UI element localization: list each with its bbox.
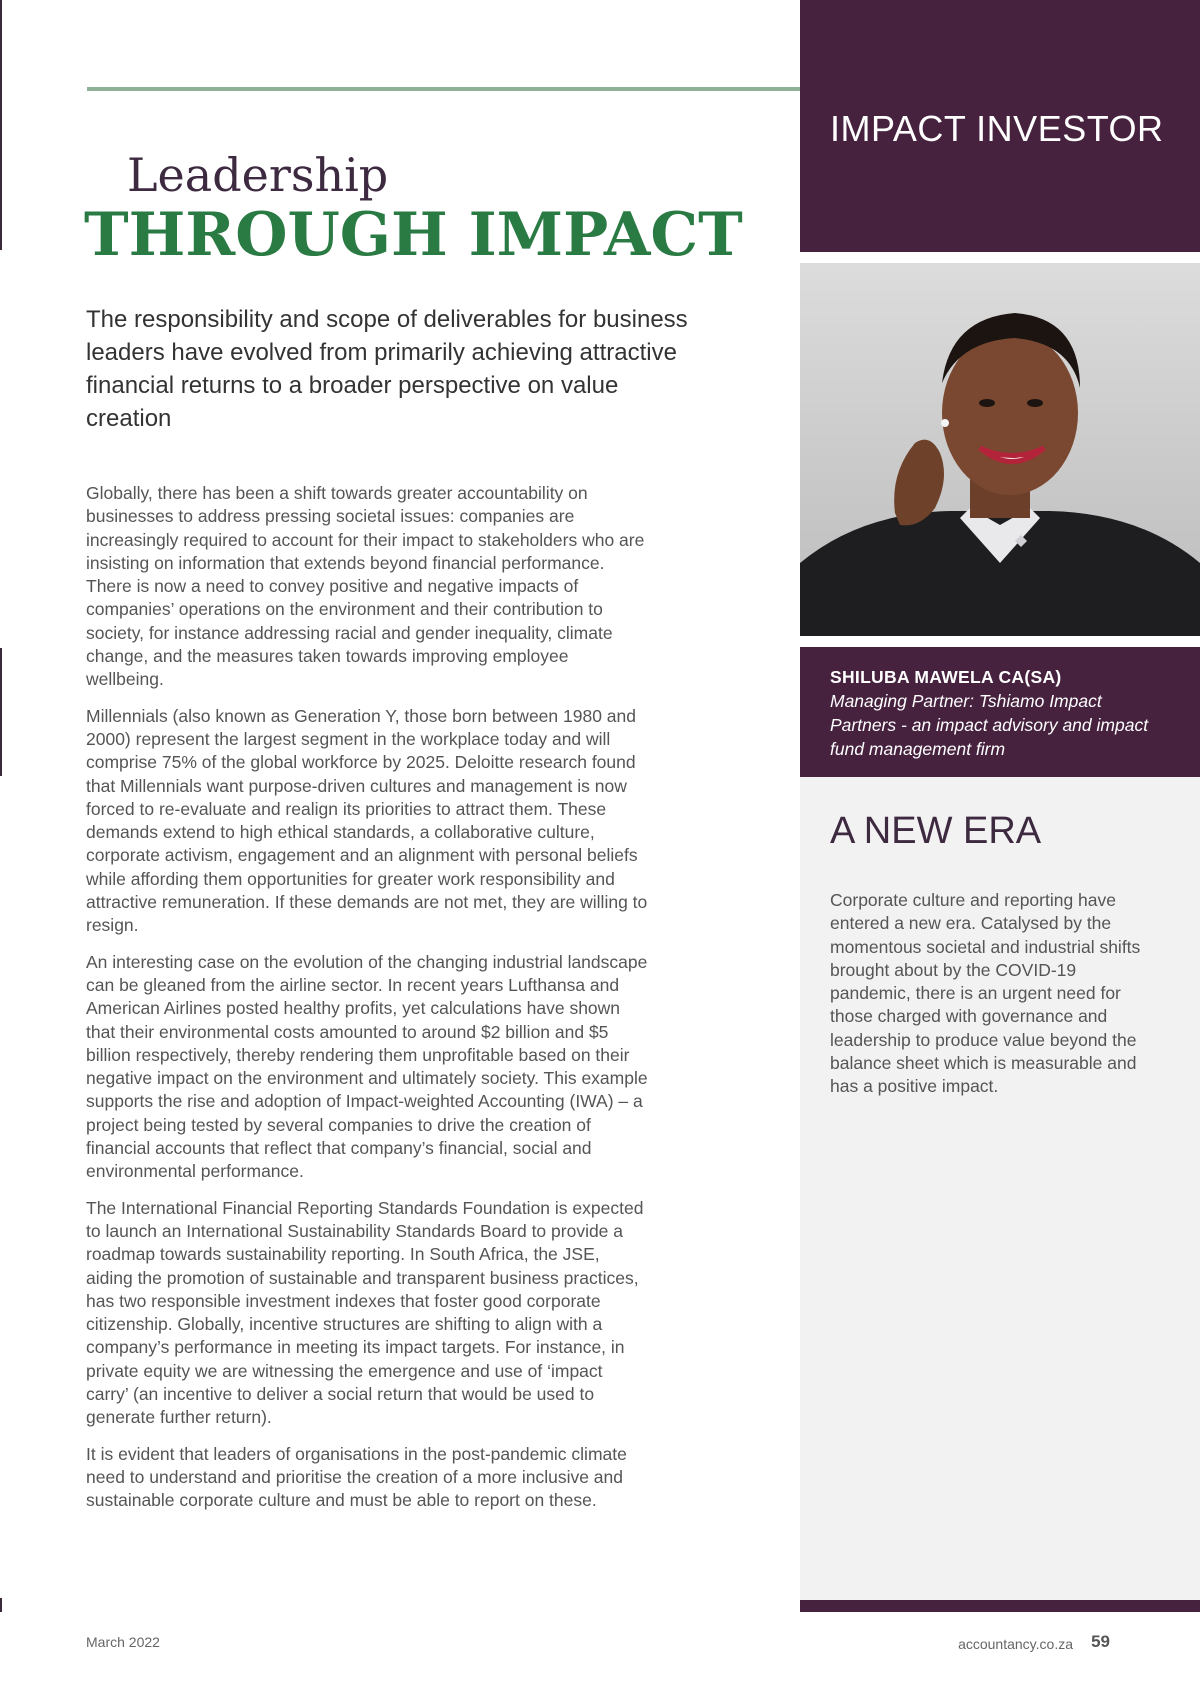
page-number: 59 <box>1091 1632 1110 1651</box>
body-paragraph: The International Financial Reporting Standards Foundation is expected to launch an International Sustainability Standards Board to provide a roadmap towards sustainability reporting. In South Africa, the JSE, aiding the promotion of sustainable and transparent business practices, has two responsible investment indexes that foster good corporate citizenship. Globally, incentive structures are shifting to align with a company’s performance in meeting its impact targets. For instance, in private equity we are witnessing the emergence and use of ‘impact carry’ (an incentive to deliver a social return that would be used to generate further return). <box>86 1197 644 1428</box>
page-edge-mark <box>0 648 2 776</box>
sidebar-panel <box>800 777 1200 1600</box>
body-paragraph: An interesting case on the evolution of the changing industrial landscape can be gleaned from the airline sector. In recent years Lufthansa and American Airlines posted healthy profits, yet calculations have shown that their environmental costs amounted to around $2 billion and $5 billion respectively, thereby rendering them unprofitable based on their negative impact on the environment and ultimately society. This example supports the rise and adoption of Impact-weighted Accounting (IWA) – a project being tested by several companies to drive the creation of financial accounts that reflect that company’s financial, social and environmental performance. <box>86 951 648 1182</box>
section-title: IMPACT INVESTOR <box>830 108 1164 149</box>
sidebar <box>800 0 1200 1696</box>
article-body <box>86 482 648 1525</box>
author-portrait-illustration <box>800 263 1200 636</box>
page-edge-mark <box>0 1598 2 1612</box>
body-paragraph: It is evident that leaders of organisations in the post-pandemic climate need to understand and prioritise the creation of a more inclusive and sustainable corporate culture and must be able to report on these. <box>86 1443 627 1511</box>
body-paragraph: Globally, there has been a shift towards greater accountability on businesses to address pressing societal issues: companies are increasingly required to account for their impact to stakeholders who are insisting on information that extends beyond financial performance. There is now a need to convey positive and negative impacts of companies’ operations on the environment and their contribution to society, for instance addressing racial and gender inequality, climate change, and the measures taken towards improving employee wellbeing. <box>86 483 645 690</box>
standfirst: The responsibility and scope of deliverables for business leaders have evolved from primarily achieving attractive financial returns to a broader perspective on value creation <box>86 306 688 432</box>
bottom-accent-bar <box>800 1600 1200 1612</box>
top-rule <box>87 87 800 91</box>
headline-kicker: Leadership <box>127 148 389 202</box>
section-header-block <box>800 0 1200 252</box>
page-edge-mark <box>0 0 2 250</box>
headline: THROUGH IMPACT <box>84 200 743 270</box>
author-name: SHILUBA MAWELA CA(SA) <box>830 667 1062 687</box>
footer-date: March 2022 <box>86 1634 160 1650</box>
author-role: Managing Partner: Tshiamo Impact Partners - an impact advisory and impact fund management firm <box>830 691 1149 759</box>
panel-text: Corporate culture and reporting have entered a new era. Catalysed by the momentous societal and industrial shifts brought about by the COVID-19 pandemic, there is an urgent need for those charged with governance and leadership to produce value beyond the balance sheet which is measurable and has a positive impact. <box>830 890 1141 1097</box>
body-paragraph: Millennials (also known as Generation Y, those born between 1980 and 2000) represent the largest segment in the workplace today and will comprise 75% of the global workforce by 2025. Deloitte research found that Millennials want purpose-driven cultures and management is now forced to re-evaluate and realign its priorities to attract them. These demands extend to high ethical standards, a collaborative culture, corporate activism, engagement and an alignment with personal beliefs while affording them opportunities for greater work responsibility and attractive remuneration. If these demands are not met, they are willing to resign. <box>86 705 648 936</box>
panel-title: A NEW ERA <box>830 810 1042 852</box>
footer-site: accountancy.co.za <box>958 1636 1073 1652</box>
author-photo <box>800 263 1200 636</box>
author-card <box>800 647 1200 777</box>
